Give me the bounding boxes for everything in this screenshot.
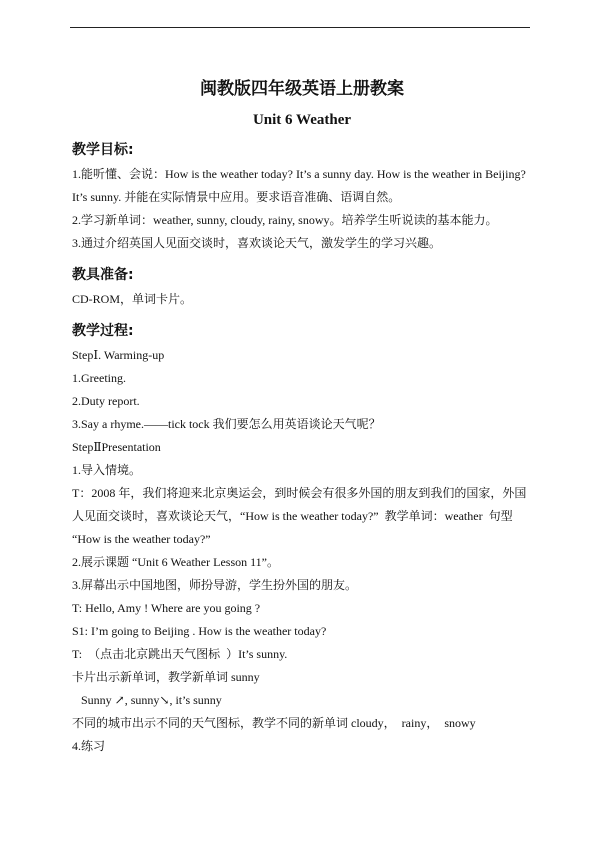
process-line: S1: I’m going to Beijing . How is the weather today? [72,624,327,638]
process-line: 人见面交谈时，喜欢谈论天气，“How is the weather today?” 教学单词：weather 句型 [72,509,513,523]
process-line: T: Hello, Amy ! Where are you going ? [72,601,261,615]
process-line: 3.Say a rhyme.——tick tock 我们要怎么用英语谈论天气呢？ [72,417,381,431]
materials-heading: 教具准备: [72,267,134,283]
objective-line: 1.能听懂、会说：How is the weather today? It’s a sunny day. How is the weather in Beijing? [72,167,526,181]
process-line: StepⅠ. Warming-up [72,348,165,362]
process-line: 2.Duty report. [72,394,140,408]
objective-line: 3.通过介绍英国人见面交谈时，喜欢谈论天气，激发学生的学习兴趣。 [72,236,442,250]
materials-line: CD-ROM，单词卡片。 [72,292,193,306]
objective-line: It’s sunny. 并能在实际情景中应用。要求语音准确、语调自然。 [72,190,401,204]
process-line: 3.屏幕出示中国地图，师扮导游，学生扮外国的朋友。 [72,578,358,592]
document-title: 闽教版四年级英语上册教案 [200,79,404,99]
document-body [72,78,532,758]
process-line: 卡片出示新单词，教学新单词 sunny [72,670,260,684]
process-line: “How is the weather today?” [72,532,211,546]
process-line: 4.练习 [72,739,106,753]
process-line: 1.导入情境。 [72,463,142,477]
process-line: Sunny ↗, sunny↘, it’s sunny [78,693,222,707]
process-line: StepⅡPresentation [72,440,161,454]
process-line: T: （点击北京跳出天气图标 ）It’s sunny. [72,647,288,661]
process-line: 不同的城市出示不同的天气图标，教学不同的新单词 cloudy， rainy， snowy [72,716,476,730]
process-heading: 教学过程: [72,323,134,339]
process-line: 1.Greeting. [72,371,126,385]
header-rule [70,27,530,28]
process-line: 2.展示课题 “Unit 6 Weather Lesson 11”。 [72,555,279,569]
objective-line: 2.学习新单词：weather, sunny, cloudy, rainy, snowy。培养学生听说读的基本能力。 [72,213,498,227]
document-subtitle: Unit 6 Weather [252,112,352,128]
process-line: T：2008 年，我们将迎来北京奥运会，到时候会有很多外国的朋友到我们的国家，外国 [72,486,527,500]
objectives-heading: 教学目标: [72,142,134,158]
